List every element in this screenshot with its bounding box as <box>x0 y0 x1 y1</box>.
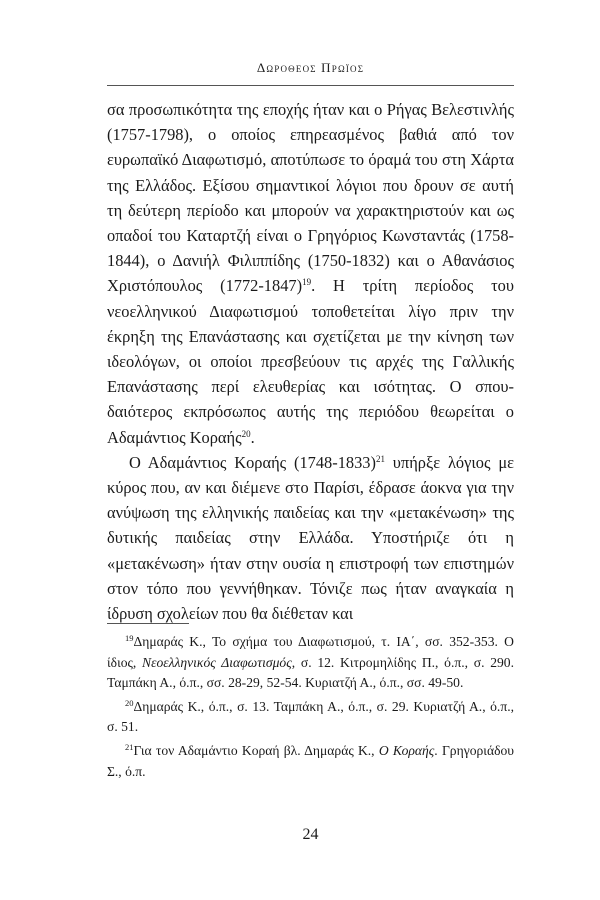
footnote-title-italic: Ο Κοραής <box>378 742 435 758</box>
page-number: 24 <box>302 826 319 843</box>
paragraph-1-part-a: σα προσωπικότητα της εποχής ήταν και ο Ρήγας Βελεστινλής (1757-1798), ο οποίος επηρεασμένος βαθιά από τον ευρωπαϊκό Διαφωτισμό, αποτύπωσε το όραμά του στη Χάρτα της Ελλάδος. Εξίσου σημαντικοί λόγιοι που δρουν σε αυτή τη δεύτερη περίοδο και μπορούν να χαρακτηριστούν και ως οπαδοί του Καταρτζή είναι ο Γρηγόριος Κωνσταντάς (1758-1844), ο Δανιήλ Φιλιππίδης (1750-1832) και ο Αθανάσιος Χριστόπουλος (1772-1847) <box>107 100 514 296</box>
main-text <box>107 97 514 626</box>
footnote-text: Για τον Αδαμάντιο Κοραή βλ. Δημαράς Κ., <box>133 742 379 758</box>
paragraph-2-part-b: υπήρξε λόγιος με κύρος που, αν και διέμενε στο Παρίσι, έδρασε άοκνα για την ανύψωση της ελληνικής παιδείας και την «μετακένωση» της δυτικής παιδείας στην Ελλάδα. Υποστήριζε ότι η «μετακένωση» ήταν στην ουσία η επιστροφή των επιστημών στον τόπο που γεννήθηκαν. Τόνιζε πως ήταν αναγκαία η ίδρυση σχολείων που θα διέθεταν και <box>107 452 515 624</box>
footnote-number: 21 <box>125 741 134 752</box>
header-rule <box>107 85 514 86</box>
footnote-19 <box>107 632 514 694</box>
footnote-number: 19 <box>125 633 134 643</box>
footnotes <box>107 632 514 785</box>
paragraph-2-part-a: Ο Αδαμάντιος Κοραής (1748-1833) <box>129 452 376 472</box>
footnote-ref-19[interactable]: 19 <box>302 277 312 288</box>
footnote-21 <box>107 741 514 782</box>
footnote-title-italic: Νεοελληνικός Διαφωτισμός <box>142 654 292 670</box>
paragraph-1 <box>107 97 514 450</box>
footnote-ref-21[interactable]: 21 <box>375 453 385 464</box>
paragraph-1-part-b: . Η τρίτη περίοδος του νεοελληνικού Διαφωτισμού τοποθετείται λίγο πριν την έκρηξη της Επανάστασης και σχετίζεται με την κίνηση των ιδεολόγων, οι οποίοι πρεσβεύουν τις αρχές της Γαλλικής Επανάστασης περί ελευθερίας και ισότητας. Ο σπουδαιότερος εκπρόσωπος αυτής της περιόδου θεωρείται ο Αδαμάντιος Κοραής <box>107 276 514 447</box>
paragraph-1-part-c: . <box>250 427 255 447</box>
footnote-text: , σ. 12. Κιτρομηλίδης Π., ό.π., σ. 290. Ταμπάκη Α., ό.π., σσ. 28-29, 52-54. Κυριατζή Α., ό.π., σσ. 49-50. <box>107 654 514 691</box>
running-head: Δωροθεος Πρωϊος <box>256 60 365 75</box>
footnote-number: 20 <box>125 697 134 708</box>
footnote-text: . Γρηγοριάδου Σ., ό.π. <box>107 742 514 779</box>
footnote-ref-20[interactable]: 20 <box>241 428 251 439</box>
footnote-20 <box>107 697 514 738</box>
footnote-text: Δημαράς Κ., Το σχήμα του Διαφωτισμού, τ. ΙΑ΄, σσ. 352-353. Ο ίδιος, <box>107 634 514 670</box>
footnote-separator <box>107 623 189 624</box>
footnote-text: Δημαράς Κ., ό.π., σ. 13. Ταμπάκη Α., ό.π., σ. 29. Κυριατζή Α., ό.π., σ. 51. <box>107 698 514 735</box>
paragraph-2 <box>107 450 514 626</box>
